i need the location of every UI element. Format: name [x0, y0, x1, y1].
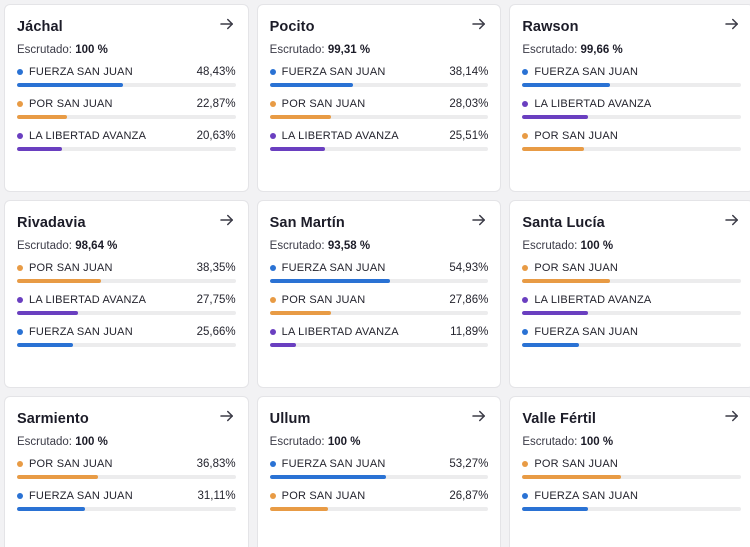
party-bar-track — [17, 83, 236, 87]
party-percentage: 38,14% — [449, 66, 489, 78]
party-bar-fill — [17, 115, 67, 119]
party-color-dot-icon — [17, 329, 23, 335]
party-identity — [17, 66, 133, 78]
party-identity — [522, 326, 638, 338]
party-row-top — [17, 98, 236, 110]
party-identity — [17, 98, 113, 110]
party-list — [522, 458, 741, 511]
party-name: POR SAN JUAN — [534, 262, 619, 274]
party-color-dot-icon — [270, 461, 276, 467]
party-percentage: 36,83% — [196, 458, 236, 470]
party-row — [17, 130, 236, 151]
party-row-top — [522, 130, 741, 142]
party-row-top — [270, 262, 489, 274]
party-row-top — [17, 66, 236, 78]
arrow-right-icon[interactable] — [723, 15, 741, 38]
card-header — [270, 15, 489, 38]
card-header — [522, 407, 741, 430]
party-color-dot-icon — [17, 133, 23, 139]
party-percentage: 48,43% — [196, 66, 236, 78]
scrutinized-label: Escrutado: — [17, 436, 72, 448]
party-name: FUERZA SAN JUAN — [281, 458, 386, 470]
party-percentage: 53,27% — [449, 458, 489, 470]
department-card[interactable] — [509, 4, 750, 192]
party-row-top — [270, 490, 489, 502]
party-bar-track — [270, 115, 489, 119]
party-color-dot-icon — [17, 297, 23, 303]
party-row-top — [522, 262, 741, 274]
party-name: LA LIBERTAD AVANZA — [534, 294, 652, 306]
scrutinized-label: Escrutado: — [269, 240, 325, 252]
card-title: Valle Fértil — [522, 410, 597, 427]
party-color-dot-icon — [522, 69, 528, 75]
party-identity — [522, 130, 618, 142]
party-identity — [270, 458, 386, 470]
party-bar-track — [270, 147, 489, 151]
scrutinized-status — [270, 436, 489, 448]
party-bar-fill — [522, 475, 620, 479]
party-color-dot-icon — [17, 69, 23, 75]
party-bar-fill — [17, 343, 73, 347]
party-color-dot-icon — [17, 461, 23, 467]
party-bar-track — [522, 507, 741, 511]
party-name: LA LIBERTAD AVANZA — [29, 130, 147, 142]
party-identity — [17, 130, 146, 142]
party-bar-track — [270, 507, 489, 511]
party-identity — [270, 294, 366, 306]
party-row-top — [522, 294, 741, 306]
party-row — [17, 326, 236, 347]
party-color-dot-icon — [270, 329, 276, 335]
scrutinized-status — [270, 44, 489, 56]
party-percentage: 31,11% — [197, 490, 236, 502]
party-row-top — [522, 98, 741, 110]
arrow-right-icon[interactable] — [723, 407, 741, 430]
party-color-dot-icon — [270, 493, 276, 499]
party-bar-track — [270, 83, 489, 87]
scrutinized-value: 100 % — [75, 44, 108, 56]
party-identity — [270, 66, 386, 78]
department-card[interactable] — [257, 4, 502, 192]
scrutinized-value: 100 % — [580, 436, 614, 448]
party-bar-track — [522, 83, 741, 87]
party-bar-fill — [522, 311, 588, 315]
party-name: FUERZA SAN JUAN — [281, 66, 386, 78]
arrow-right-icon[interactable] — [470, 407, 488, 430]
scrutinized-label: Escrutado: — [17, 44, 72, 56]
party-identity — [270, 326, 399, 338]
party-bar-track — [522, 311, 741, 315]
party-name: FUERZA SAN JUAN — [29, 490, 133, 502]
party-row — [522, 294, 741, 315]
card-header — [17, 407, 236, 430]
party-row — [270, 66, 489, 87]
party-percentage: 22,87% — [196, 98, 236, 110]
party-name: POR SAN JUAN — [534, 458, 619, 470]
arrow-right-icon[interactable] — [218, 407, 236, 430]
scrutinized-status — [522, 436, 741, 448]
scrutinized-label: Escrutado: — [522, 44, 578, 56]
arrow-right-icon[interactable] — [723, 211, 741, 234]
party-bar-fill — [270, 311, 331, 315]
scrutinized-label: Escrutado: — [522, 240, 578, 252]
party-row — [270, 294, 489, 315]
party-list — [17, 66, 236, 151]
party-list — [17, 458, 236, 511]
arrow-right-icon[interactable] — [470, 211, 488, 234]
party-bar-track — [270, 343, 489, 347]
party-identity — [522, 66, 638, 78]
scrutinized-label: Escrutado: — [269, 44, 325, 56]
department-card[interactable] — [257, 396, 502, 547]
party-row — [270, 326, 489, 347]
party-color-dot-icon — [270, 101, 276, 107]
party-percentage: 11,89% — [450, 326, 489, 338]
party-bar-fill — [270, 147, 326, 151]
party-name: LA LIBERTAD AVANZA — [29, 294, 147, 306]
party-bar-track — [270, 311, 489, 315]
party-name: FUERZA SAN JUAN — [281, 262, 386, 274]
party-identity — [522, 294, 651, 306]
party-name: FUERZA SAN JUAN — [29, 66, 133, 78]
scrutinized-status — [17, 44, 236, 56]
party-row — [17, 490, 236, 511]
party-name: FUERZA SAN JUAN — [534, 326, 639, 338]
department-card[interactable] — [4, 396, 249, 547]
party-row-top — [270, 294, 489, 306]
party-name: FUERZA SAN JUAN — [534, 66, 639, 78]
party-identity — [522, 98, 651, 110]
party-bar-fill — [270, 279, 390, 283]
card-header — [270, 407, 489, 430]
party-row-top — [270, 326, 489, 338]
card-title: Pocito — [269, 18, 315, 35]
party-bar-track — [17, 343, 236, 347]
scrutinized-label: Escrutado: — [522, 436, 578, 448]
party-bar-fill — [522, 507, 588, 511]
party-row — [522, 490, 741, 511]
party-color-dot-icon — [522, 329, 528, 335]
department-card[interactable] — [4, 200, 249, 388]
department-card[interactable] — [509, 396, 750, 547]
party-percentage: 54,93% — [449, 262, 489, 274]
party-percentage: 27,75% — [196, 294, 236, 306]
party-row-top — [17, 326, 236, 338]
party-bar-fill — [270, 115, 331, 119]
party-color-dot-icon — [522, 265, 528, 271]
party-color-dot-icon — [522, 101, 528, 107]
party-bar-fill — [17, 279, 101, 283]
party-row-top — [270, 130, 489, 142]
scrutinized-status — [270, 240, 489, 252]
party-bar-track — [522, 115, 741, 119]
party-bar-track — [17, 507, 236, 511]
party-color-dot-icon — [522, 297, 528, 303]
party-row — [17, 294, 236, 315]
card-header — [17, 211, 236, 234]
party-name: LA LIBERTAD AVANZA — [534, 98, 652, 110]
party-bar-track — [522, 147, 741, 151]
party-identity — [522, 458, 618, 470]
party-bar-fill — [522, 115, 588, 119]
party-list — [270, 66, 489, 151]
party-row-top — [270, 66, 489, 78]
party-bar-track — [522, 343, 741, 347]
party-color-dot-icon — [17, 493, 23, 499]
party-percentage: 38,35% — [196, 262, 236, 274]
party-percentage: 26,87% — [449, 490, 489, 502]
party-bar-fill — [522, 343, 579, 347]
party-bar-track — [17, 115, 236, 119]
party-list — [522, 66, 741, 151]
scrutinized-value: 100 % — [75, 436, 108, 448]
scrutinized-value: 99,66 % — [580, 44, 623, 56]
party-row — [270, 130, 489, 151]
party-bar-fill — [270, 343, 296, 347]
card-title: Rivadavia — [17, 214, 86, 231]
scrutinized-value: 98,64 % — [75, 240, 118, 252]
party-row — [522, 130, 741, 151]
party-name: POR SAN JUAN — [29, 98, 113, 110]
party-name: POR SAN JUAN — [281, 490, 366, 502]
party-percentage: 25,51% — [449, 130, 489, 142]
scrutinized-label: Escrutado: — [269, 436, 325, 448]
party-percentage: 20,63% — [196, 130, 236, 142]
party-bar-fill — [17, 147, 62, 151]
party-row-top — [270, 98, 489, 110]
scrutinized-value: 93,58 % — [327, 240, 371, 252]
arrow-right-icon[interactable] — [470, 15, 488, 38]
party-identity — [270, 262, 386, 274]
party-name: FUERZA SAN JUAN — [29, 326, 133, 338]
party-row-top — [522, 326, 741, 338]
party-row-top — [522, 458, 741, 470]
party-row-top — [17, 130, 236, 142]
party-bar-fill — [522, 83, 609, 87]
scrutinized-status — [522, 240, 741, 252]
party-name: POR SAN JUAN — [534, 130, 619, 142]
party-row — [522, 66, 741, 87]
party-row-top — [270, 458, 489, 470]
department-card[interactable] — [4, 4, 249, 192]
scrutinized-status — [17, 436, 236, 448]
party-row-top — [522, 490, 741, 502]
party-bar-fill — [522, 279, 609, 283]
party-row — [270, 458, 489, 479]
scrutinized-value: 100 % — [327, 436, 361, 448]
party-percentage: 27,86% — [449, 294, 489, 306]
party-identity — [522, 262, 618, 274]
party-bar-fill — [17, 507, 85, 511]
party-identity — [17, 458, 113, 470]
card-title: Rawson — [522, 18, 579, 35]
party-identity — [17, 326, 133, 338]
party-row-top — [17, 262, 236, 274]
card-title: Santa Lucía — [522, 214, 605, 231]
scrutinized-value: 100 % — [580, 240, 614, 252]
party-identity — [17, 490, 133, 502]
party-bar-fill — [270, 507, 329, 511]
party-percentage: 25,66% — [196, 326, 236, 338]
party-color-dot-icon — [522, 493, 528, 499]
party-row-top — [17, 294, 236, 306]
party-row — [270, 262, 489, 283]
party-bar-fill — [17, 83, 123, 87]
scrutinized-label: Escrutado: — [17, 240, 72, 252]
party-bar-track — [17, 279, 236, 283]
party-bar-fill — [17, 311, 78, 315]
party-color-dot-icon — [522, 461, 528, 467]
party-row-top — [17, 490, 236, 502]
party-bar-track — [17, 311, 236, 315]
party-name: LA LIBERTAD AVANZA — [281, 130, 399, 142]
party-bar-track — [270, 279, 489, 283]
party-bar-fill — [522, 147, 583, 151]
arrow-right-icon[interactable] — [218, 15, 236, 38]
party-percentage: 28,03% — [449, 98, 489, 110]
scrutinized-status — [522, 44, 741, 56]
party-row — [522, 458, 741, 479]
party-name: LA LIBERTAD AVANZA — [281, 326, 399, 338]
party-identity — [270, 490, 366, 502]
party-row — [17, 98, 236, 119]
department-card[interactable] — [257, 200, 502, 388]
party-row-top — [522, 66, 741, 78]
party-row — [17, 458, 236, 479]
party-bar-track — [17, 147, 236, 151]
card-header — [17, 15, 236, 38]
party-list — [270, 262, 489, 347]
party-row — [522, 326, 741, 347]
party-identity — [17, 262, 113, 274]
party-bar-track — [522, 475, 741, 479]
party-bar-fill — [17, 475, 98, 479]
party-bar-fill — [270, 475, 386, 479]
party-color-dot-icon — [17, 265, 23, 271]
department-card[interactable] — [509, 200, 750, 388]
party-list — [17, 262, 236, 347]
party-color-dot-icon — [522, 133, 528, 139]
party-row — [522, 98, 741, 119]
card-title: San Martín — [269, 214, 345, 231]
party-bar-track — [17, 475, 236, 479]
party-bar-track — [522, 279, 741, 283]
party-name: POR SAN JUAN — [281, 294, 366, 306]
party-row — [270, 98, 489, 119]
party-identity — [17, 294, 146, 306]
party-color-dot-icon — [270, 297, 276, 303]
party-identity — [270, 130, 399, 142]
card-header — [270, 211, 489, 234]
party-bar-fill — [270, 83, 353, 87]
card-title: Sarmiento — [17, 410, 89, 427]
arrow-right-icon[interactable] — [218, 211, 236, 234]
party-row-top — [17, 458, 236, 470]
card-title: Jáchal — [17, 18, 63, 35]
scrutinized-status — [17, 240, 236, 252]
card-title: Ullum — [269, 410, 311, 427]
party-name: POR SAN JUAN — [29, 262, 113, 274]
party-color-dot-icon — [270, 133, 276, 139]
party-name: POR SAN JUAN — [29, 458, 113, 470]
party-row — [270, 490, 489, 511]
party-color-dot-icon — [270, 265, 276, 271]
party-row — [17, 262, 236, 283]
party-list — [270, 458, 489, 511]
scrutinized-value: 99,31 % — [327, 44, 371, 56]
card-header — [522, 211, 741, 234]
party-bar-track — [270, 475, 489, 479]
party-color-dot-icon — [270, 69, 276, 75]
party-identity — [522, 490, 638, 502]
party-name: POR SAN JUAN — [281, 98, 366, 110]
card-header — [522, 15, 741, 38]
party-list — [522, 262, 741, 347]
party-row — [17, 66, 236, 87]
party-row — [522, 262, 741, 283]
party-name: FUERZA SAN JUAN — [534, 490, 639, 502]
party-identity — [270, 98, 366, 110]
party-color-dot-icon — [17, 101, 23, 107]
